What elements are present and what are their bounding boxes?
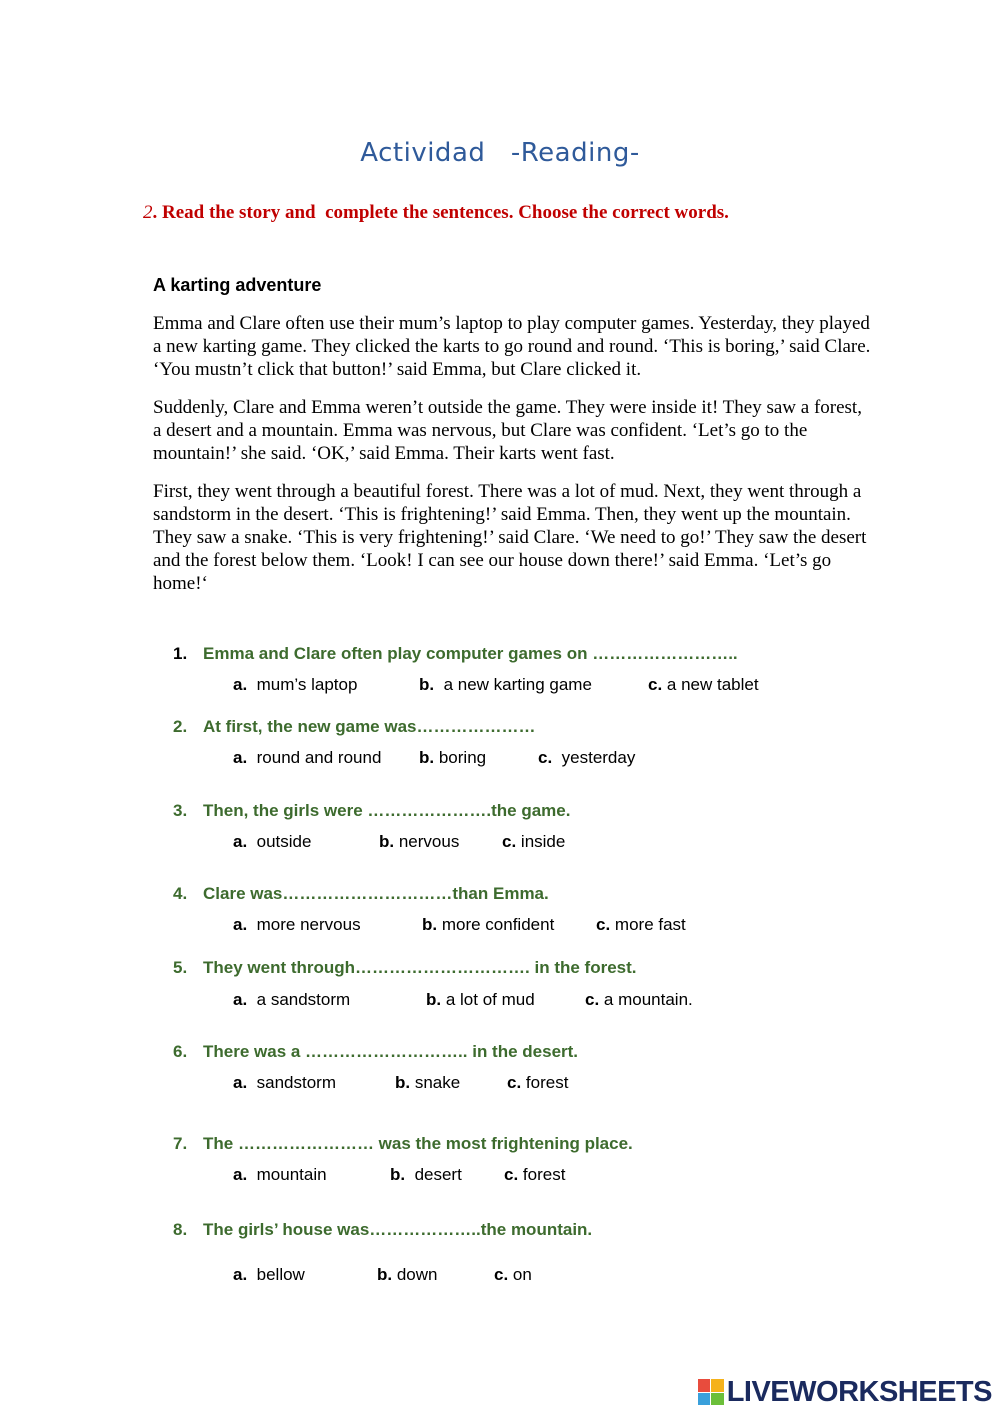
question-8	[173, 1220, 592, 1240]
question-text: Emma and Clare often play computer games on ……………………..	[203, 644, 738, 663]
question-number: 4.	[173, 884, 188, 903]
option-1a[interactable]: a. mum’s laptop	[233, 675, 358, 694]
option-3a[interactable]: a. outside	[233, 832, 312, 851]
option-1b[interactable]: b. a new karting game	[419, 675, 592, 694]
option-5a[interactable]: a. a sandstorm	[233, 990, 351, 1009]
liveworksheets-logo[interactable]	[698, 1375, 992, 1409]
question-text: At first, the new game was…………………	[203, 717, 536, 736]
option-4b[interactable]: b. more confident	[422, 915, 555, 934]
option-6a[interactable]: a. sandstorm	[233, 1073, 337, 1092]
question-2	[173, 717, 536, 737]
story-paragraph: First, they went through a beautiful forest. There was a lot of mud. Next, they went through a sandstorm in the desert. ‘This is frightening!’ said Emma. Then, they went up the mountain. They saw a snake. ‘This is very frightening!’ said Clare. ‘We need to go!’ They saw the desert and the forest below them. ‘Look! I can see our house down there!’ said Emma. ‘Let’s go home!‘	[153, 481, 867, 594]
question-number: 6.	[173, 1042, 188, 1061]
question-number: 7.	[173, 1134, 188, 1153]
story-paragraph: Suddenly, Clare and Emma weren’t outside the game. They were inside it! They saw a forest, a desert and a mountain. Emma was nervous, but Clare was confident. ‘Let’s go to the mountain!’ she said. ‘OK,’ said Emma. Their karts went fast.	[153, 397, 862, 464]
question-text: They went through…………………………. in the forest.	[203, 958, 637, 977]
question-text: The girls’ house was………………..the mountain.	[203, 1220, 593, 1239]
question-number: 8.	[173, 1220, 188, 1239]
question-text: There was a ……………………….. in the desert.	[203, 1042, 579, 1061]
option-7c[interactable]: c. forest	[504, 1165, 566, 1184]
option-4a[interactable]: a. more nervous	[233, 915, 361, 934]
question-text: The …………………… was the most frightening place.	[203, 1134, 633, 1153]
instruction-text: . Read the story and complete the sentences. Choose the correct words.	[152, 202, 729, 223]
option-8b[interactable]: b. down	[377, 1265, 438, 1284]
logo-square	[698, 1393, 711, 1406]
option-6c[interactable]: c. forest	[507, 1073, 569, 1092]
story-paragraph: Emma and Clare often use their mum’s laptop to play computer games. Yesterday, they played a new karting game. They clicked the karts to go round and round. ‘This is boring,’ said Clare. ‘You mustn’t click that button!’ said Emma, but Clare clicked it.	[153, 313, 871, 380]
liveworksheets-logo-icon	[698, 1379, 724, 1405]
logo-text: LIVEWORKSHEETS	[726, 1375, 992, 1408]
question-number: 2.	[173, 717, 188, 736]
option-2a[interactable]: a. round and round	[233, 748, 382, 767]
instruction	[143, 202, 729, 224]
question-7	[173, 1134, 633, 1154]
option-5c[interactable]: c. a mountain.	[585, 990, 693, 1009]
question-text: Then, the girls were ………………….the game.	[203, 801, 571, 820]
question-number: 1.	[173, 644, 188, 663]
option-8a[interactable]: a. bellow	[233, 1265, 305, 1284]
option-7a[interactable]: a. mountain	[233, 1165, 327, 1184]
question-text: Clare was…………………………than Emma.	[203, 884, 549, 903]
option-2c[interactable]: c. yesterday	[538, 748, 636, 767]
option-6b[interactable]: b. snake	[395, 1073, 461, 1092]
logo-square	[698, 1379, 711, 1392]
option-5b[interactable]: b. a lot of mud	[426, 990, 535, 1009]
logo-square	[711, 1393, 724, 1406]
option-3c[interactable]: c. inside	[502, 832, 566, 851]
question-3	[173, 801, 570, 821]
question-1	[173, 644, 738, 664]
story-title: A karting adventure	[153, 275, 322, 295]
page-title: Actividad -Reading-	[360, 138, 640, 168]
question-5	[173, 958, 637, 978]
instruction-number: 2	[143, 202, 153, 223]
question-number: 3.	[173, 801, 188, 820]
option-7b[interactable]: b. desert	[390, 1165, 462, 1184]
question-number: 5.	[173, 958, 188, 977]
option-4c[interactable]: c. more fast	[596, 915, 686, 934]
option-8c[interactable]: c. on	[494, 1265, 532, 1284]
option-3b[interactable]: b. nervous	[379, 832, 460, 851]
logo-square	[711, 1379, 724, 1392]
question-6	[173, 1042, 578, 1062]
question-4	[173, 884, 549, 904]
option-2b[interactable]: b. boring	[419, 748, 487, 767]
option-1c[interactable]: c. a new tablet	[648, 675, 759, 694]
